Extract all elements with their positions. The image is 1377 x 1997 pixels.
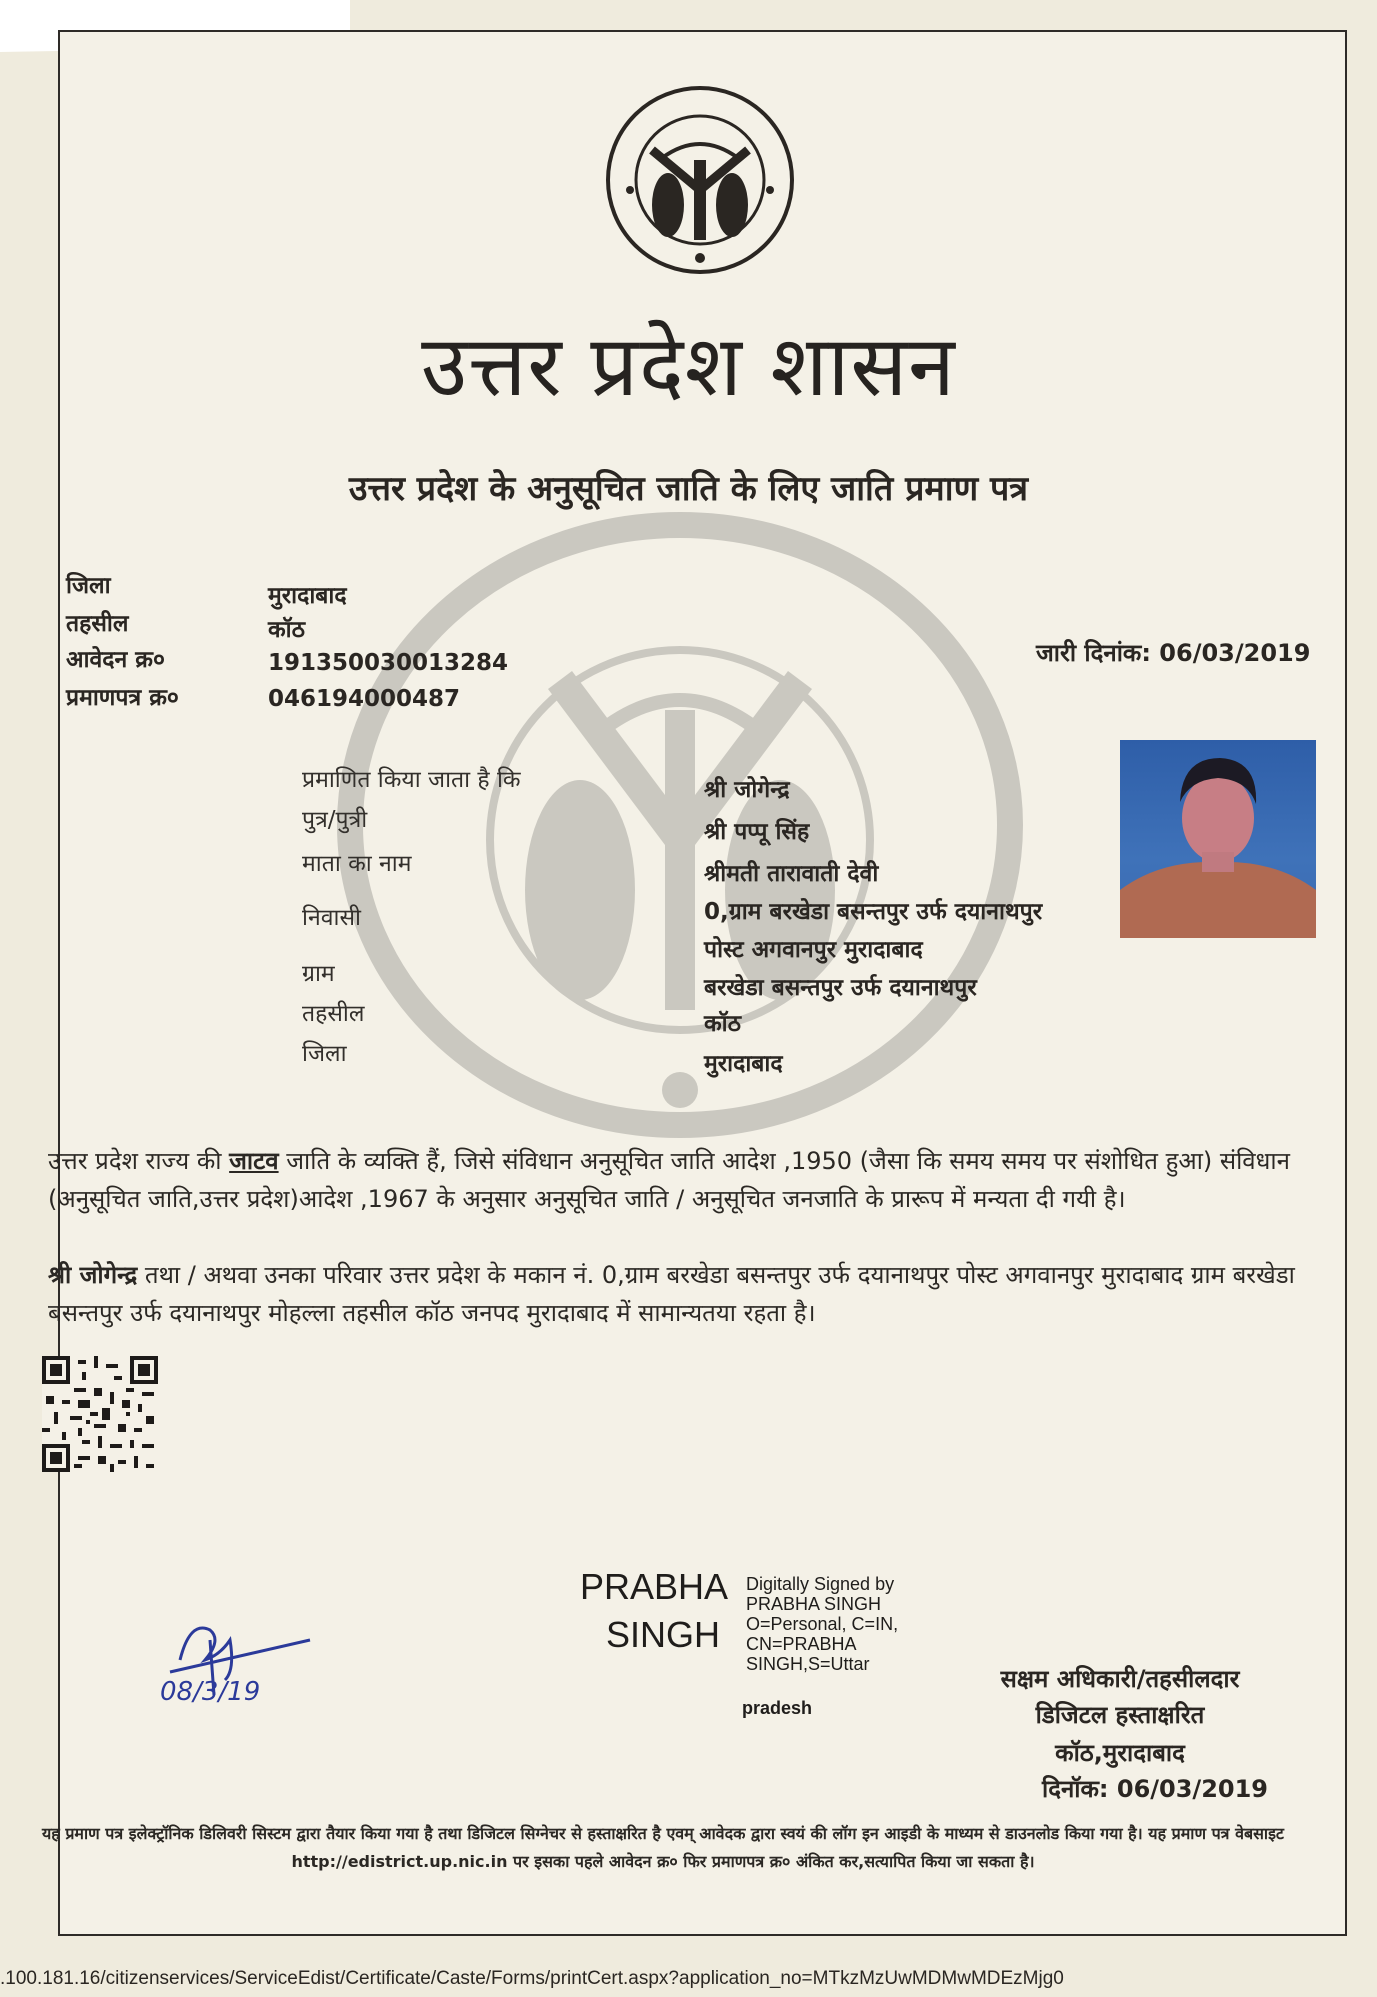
digitally-signed-label: डिजिटल हस्ताक्षरित — [1035, 1701, 1205, 1729]
handwritten-date: 08/3/19 — [160, 1677, 261, 1707]
district-field-value: मुरादाबाद — [704, 1051, 783, 1077]
residence-statement — [48, 1256, 1298, 1332]
application-no-value: 191350030013284 — [268, 650, 509, 676]
signature-detail-line: Digitally Signed by — [746, 1574, 895, 1594]
watermark-emblem-icon — [330, 510, 1030, 1140]
up-government-emblem-icon — [600, 80, 800, 280]
mother-name: श्रीमती तारावाती देवी — [704, 861, 879, 887]
application-no-label: आवेदन क्र० — [66, 647, 165, 673]
signature-details — [746, 1574, 898, 1674]
applicant-name: श्री जोगेन्द्र — [704, 777, 790, 803]
officer-date: दिनॉक: 06/03/2019 — [1041, 1775, 1268, 1803]
signature-detail-line: PRABHA SINGH — [746, 1594, 882, 1614]
page-title: उत्तर प्रदेश शासन — [421, 317, 956, 415]
field-label: प्रमाणित किया जाता है कि — [302, 767, 521, 793]
signature-detail-line: O=Personal, C=IN, — [746, 1614, 899, 1634]
field-label: निवासी — [302, 905, 361, 931]
footer-note: यह प्रमाण पत्र इलेक्ट्रॉनिक डिलिवरी सिस्टम द्वारा तैयार किया गया है तथा डिजिटल सिग्नेचर से हस्ताक्षरित है एवम् आवेदक द्वारा स्वयं की लॉग इन आइडी के माध्यम से डाउनलोड किया गया है। यह प्रमाण पत्र वेबसाइट http://edistrict.up.nic.in पर इसका पहले आवेदन क्र० फिर प्रमाणपत्र क्र० अंकित कर,सत्यापित किया जा सकता है। — [41, 1824, 1284, 1871]
residence-statement-rest: तथा / अथवा उनका परिवार उत्तर प्रदेश के मकान नं. 0,ग्राम बरखेडा बसन्तपुर उर्फ दयानाथपुर पोस्ट अगवानपुर मुरादाबाद ग्राम बरखेडा बसन्तपुर उर्फ दयानाथपुर मोहल्ला तहसील कॉठ जनपद मुरादाबाद में सामान्यतया रहता है। — [48, 1261, 1295, 1327]
tehsil-field-value: कॉठ — [704, 1011, 741, 1037]
tehsil-value: कॉठ — [268, 617, 305, 643]
officer-place: कॉठ,मुरादाबाद — [1055, 1739, 1185, 1767]
district-label: जिला — [66, 573, 111, 599]
caste-name: जाटव — [229, 1147, 279, 1175]
officer-designation: सक्षम अधिकारी/तहसीलदार — [1000, 1665, 1240, 1693]
signature-detail-last: pradesh — [742, 1698, 813, 1718]
field-label: जिला — [302, 1041, 347, 1067]
applicant-photo — [1120, 740, 1316, 938]
field-label: पुत्र/पुत्री — [302, 807, 368, 833]
issue-date: जारी दिनांक: 06/03/2019 — [1036, 639, 1311, 667]
caste-statement — [48, 1142, 1298, 1218]
certificate-no-label: प्रमाणपत्र क्र० — [66, 685, 179, 711]
field-label: ग्राम — [302, 961, 335, 987]
signature-detail-line: CN=PRABHA — [746, 1634, 857, 1654]
certificate-subtitle: उत्तर प्रदेश के अनुसूचित जाति के लिए जाति प्रमाण पत्र — [348, 469, 1029, 509]
field-label: माता का नाम — [302, 851, 412, 877]
signer-name-line2: SINGH — [606, 1614, 721, 1655]
signer-name-line1: PRABHA — [580, 1566, 729, 1607]
father-name: श्री पप्पू सिंह — [704, 819, 810, 845]
caste-statement-prefix: उत्तर प्रदेश राज्य की — [48, 1147, 230, 1175]
residence-statement-name: श्री जोगेन्द्र — [48, 1261, 138, 1289]
person-photo-icon — [1120, 740, 1316, 938]
tehsil-label: तहसील — [66, 611, 129, 637]
residence-line1: 0,ग्राम बरखेडा बसन्तपुर उर्फ दयानाथपुर — [704, 899, 1043, 925]
field-label: तहसील — [302, 1001, 365, 1027]
handwritten-signature-icon — [150, 1600, 320, 1720]
caste-statement-rest: जाति के व्यक्ति हैं, जिसे संविधान अनुसूचित जाति आदेश ,1950 (जैसा कि समय समय पर संशोधित हुआ) संविधान (अनुसूचित जाति,उत्तर प्रदेश)आदेश ,1967 के अनुसार अनुसूचित जाति / अनुसूचित जनजाति के प्रारूप में मन्यता दी गयी है। — [48, 1147, 1290, 1213]
village-value: बरखेडा बसन्तपुर उर्फ दयानाथपुर — [704, 975, 977, 1001]
district-value: मुरादाबाद — [268, 583, 347, 609]
certificate-no-value: 046194000487 — [268, 686, 461, 712]
qr-code-icon — [42, 1356, 158, 1472]
signature-detail-line: SINGH,S=Uttar — [746, 1654, 870, 1674]
print-url: .100.181.16/citizenservices/ServiceEdist/Certificate/Caste/Forms/printCert.aspx?application_no=MTkzMzUwMDMwMDEzMjg0 — [0, 1968, 1064, 1989]
residence-line2: पोस्ट अगवानपुर मुरादाबाद — [704, 937, 923, 963]
